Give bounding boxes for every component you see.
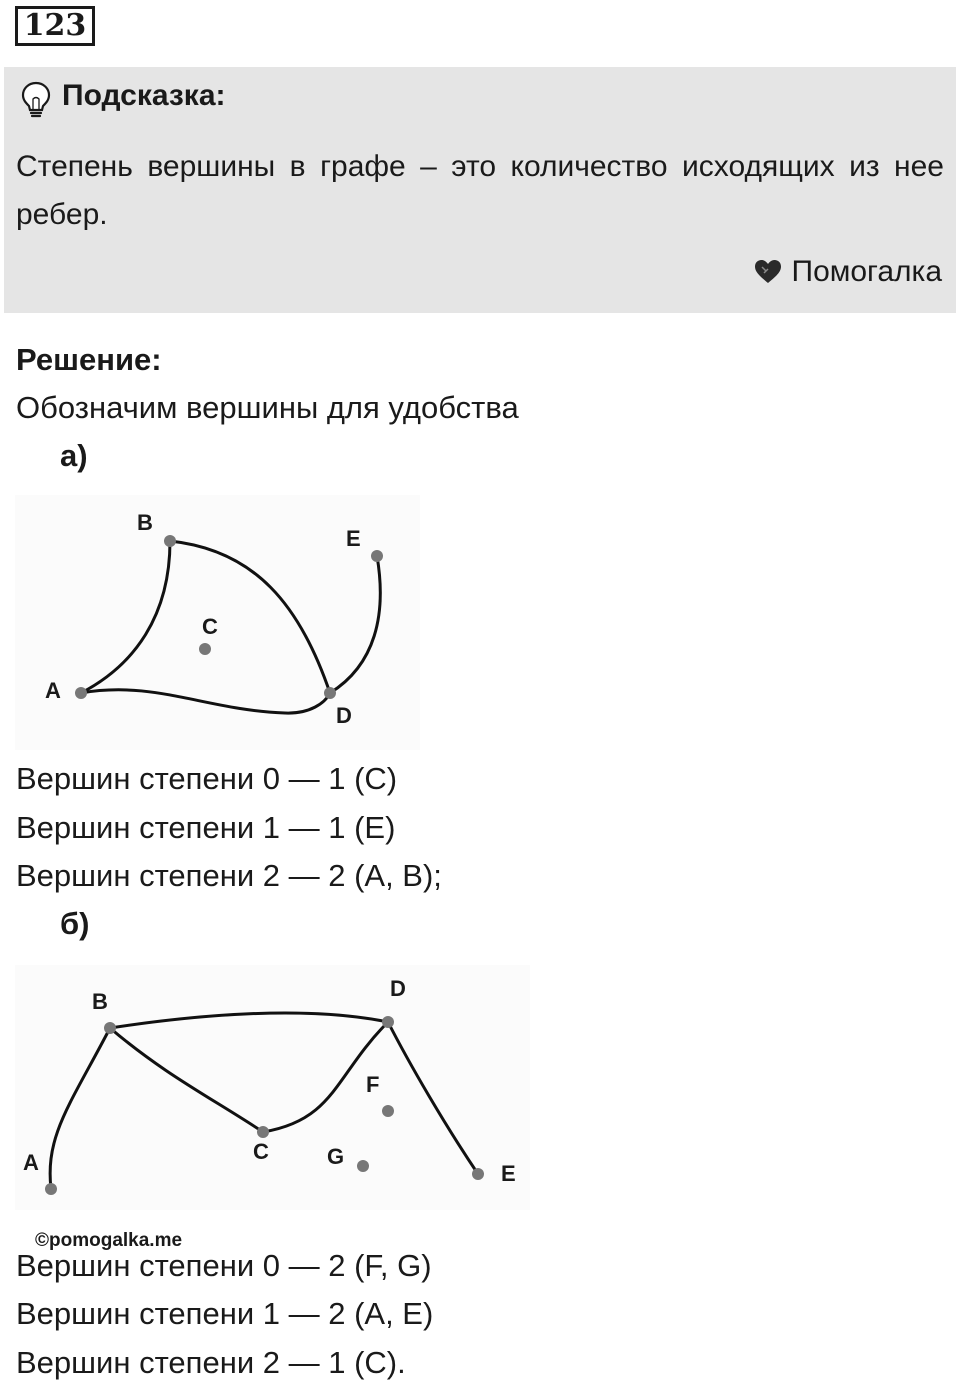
hint-text: Степень вершины в графе – это количество исходящих из нее ребер. <box>16 150 944 231</box>
vertex-e <box>371 550 383 562</box>
graph-b <box>15 965 530 1210</box>
solution-heading: Решение: <box>16 342 162 377</box>
vertex-d <box>382 1016 394 1028</box>
vertex-b <box>164 535 176 547</box>
part-b-label: б) <box>60 906 90 941</box>
vertex-d <box>324 687 336 699</box>
vertex-label-d: D <box>390 976 406 1001</box>
heart-icon <box>754 259 782 285</box>
vertex-label-b: B <box>137 510 153 535</box>
vertex-label-c: C <box>202 614 218 639</box>
part-a-line-2: Вершин степени 1 — 1 (Е) <box>16 810 396 845</box>
vertex-label-a: A <box>23 1150 39 1175</box>
vertex-g <box>357 1160 369 1172</box>
vertex-label-c: C <box>253 1139 269 1164</box>
vertex-c <box>257 1126 269 1138</box>
vertex-a <box>75 687 87 699</box>
vertex-label-a: A <box>45 678 61 703</box>
part-b-line-1: Вершин степени 0 — 2 (F, G) <box>16 1248 432 1283</box>
brand-label: Помогалка <box>791 255 942 288</box>
vertex-label-f: F <box>366 1072 380 1097</box>
part-a-line-1: Вершин степени 0 — 1 (С) <box>16 761 398 796</box>
watermark: ©pomogalka.me <box>35 1230 183 1251</box>
vertex-a <box>45 1183 57 1195</box>
vertex-label-b: B <box>92 989 108 1014</box>
lightbulb-icon <box>20 81 52 119</box>
vertex-label-e: E <box>346 526 361 551</box>
part-b-line-3: Вершин степени 2 — 1 (С). <box>16 1345 406 1380</box>
vertex-e <box>472 1168 484 1180</box>
vertex-b <box>104 1022 116 1034</box>
vertex-label-e: E <box>501 1161 516 1186</box>
part-b-line-2: Вершин степени 1 — 2 (А, Е) <box>16 1296 434 1331</box>
vertex-f <box>382 1105 394 1117</box>
hint-title: Подсказка: <box>62 79 226 112</box>
vertex-c <box>199 643 211 655</box>
hint-box <box>4 67 956 313</box>
part-a-line-3: Вершин степени 2 — 2 (А, В); <box>16 858 442 893</box>
part-a-label: а) <box>60 438 88 473</box>
solution-intro: Обозначим вершины для удобства <box>16 390 519 425</box>
hint-brand[interactable] <box>754 255 943 289</box>
graph-a <box>15 495 420 750</box>
vertex-label-g: G <box>327 1144 345 1169</box>
vertex-label-d: D <box>336 703 352 728</box>
task-number: 123 <box>15 6 95 46</box>
